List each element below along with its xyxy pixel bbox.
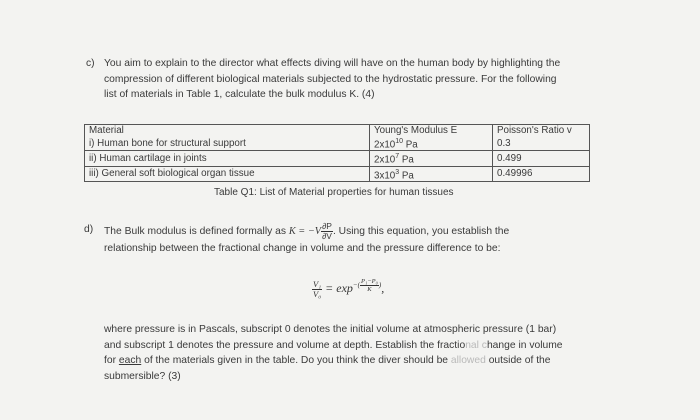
partial-derivative-fraction: $\frac{\partial P}{\partial V}$ <box>322 221 332 241</box>
question-d-continued <box>104 322 636 384</box>
materials-table <box>84 124 590 182</box>
table-row <box>85 166 590 181</box>
exponent: −( $\frac{\text{P₁−P₀}}{K}$ ) <box>352 278 382 293</box>
volume-ratio-formula: $\frac{\text{V₁}}{\text{V₀}}$ = exp−( $\frac{\text{P₁−P₀}}{K}$ ), <box>313 278 385 299</box>
youngs-modulus-value: $2x10^{10}$ Pa <box>370 136 493 151</box>
question-c-line-2: compression of different biological materials subjected to the hydrostatic pressure. For the following <box>104 73 557 85</box>
material-name: iii) General soft biological organ tissue <box>85 166 370 181</box>
poissons-ratio-value: 0.49996 <box>493 166 590 181</box>
header-poissons-ratio: Poisson's Ratio v <box>493 125 590 137</box>
youngs-modulus-value: $3x10^3$ Pa <box>370 166 493 181</box>
question-d-line-3: where pressure is in Pascals, subscript 0 denotes the initial volume at atmospheric pressure (1 bar) <box>104 324 557 335</box>
question-d-line-4: and subscript 1 denotes the pressure and volume at depth. Establish the fractional change in volume <box>104 339 563 351</box>
header-youngs-modulus: Young's Modulus E <box>370 125 493 137</box>
question-c-line-3: list of materials in Table 1, calculate the bulk modulus K. (4) <box>104 89 375 100</box>
poissons-ratio-value: 0.499 <box>493 151 590 166</box>
question-d-line-5: for each of the materials given in the table. Do you think the diver should be allowed outside of the <box>104 355 551 366</box>
table-caption: Table Q1: List of Material properties for human tissues <box>214 187 454 198</box>
material-name: ii) Human cartilage in joints <box>85 151 370 166</box>
table-header-row <box>85 125 590 137</box>
table-row <box>85 136 590 151</box>
question-d-line-2: relationship between the fractional change in volume and the pressure difference to be: <box>104 243 501 254</box>
question-c-label: c) <box>86 58 95 69</box>
volume-ratio-fraction: $\frac{\text{V₁}}{\text{V₀}}$ <box>313 278 322 299</box>
question-d-line-6: submersible? (3) <box>104 370 181 382</box>
header-material: Material <box>85 125 370 137</box>
bulk-modulus-definition: K = −V <box>288 226 322 238</box>
question-d-line-1: The Bulk modulus is defined formally as K = −V $\frac{\partial P}{\partial V}$ . Using this equation, you establish the <box>104 221 510 241</box>
table-row <box>85 151 590 166</box>
question-c-line-1: You aim to explain to the director what effects diving will have on the human body by highlighting the <box>104 58 561 69</box>
question-d-label: d) <box>84 224 94 235</box>
question-d <box>84 222 644 257</box>
poissons-ratio-value: 0.3 <box>493 136 590 151</box>
material-name: i) Human bone for structural support <box>85 136 370 151</box>
youngs-modulus-value: $2x10^7$ Pa <box>370 151 493 166</box>
question-c <box>86 56 626 103</box>
